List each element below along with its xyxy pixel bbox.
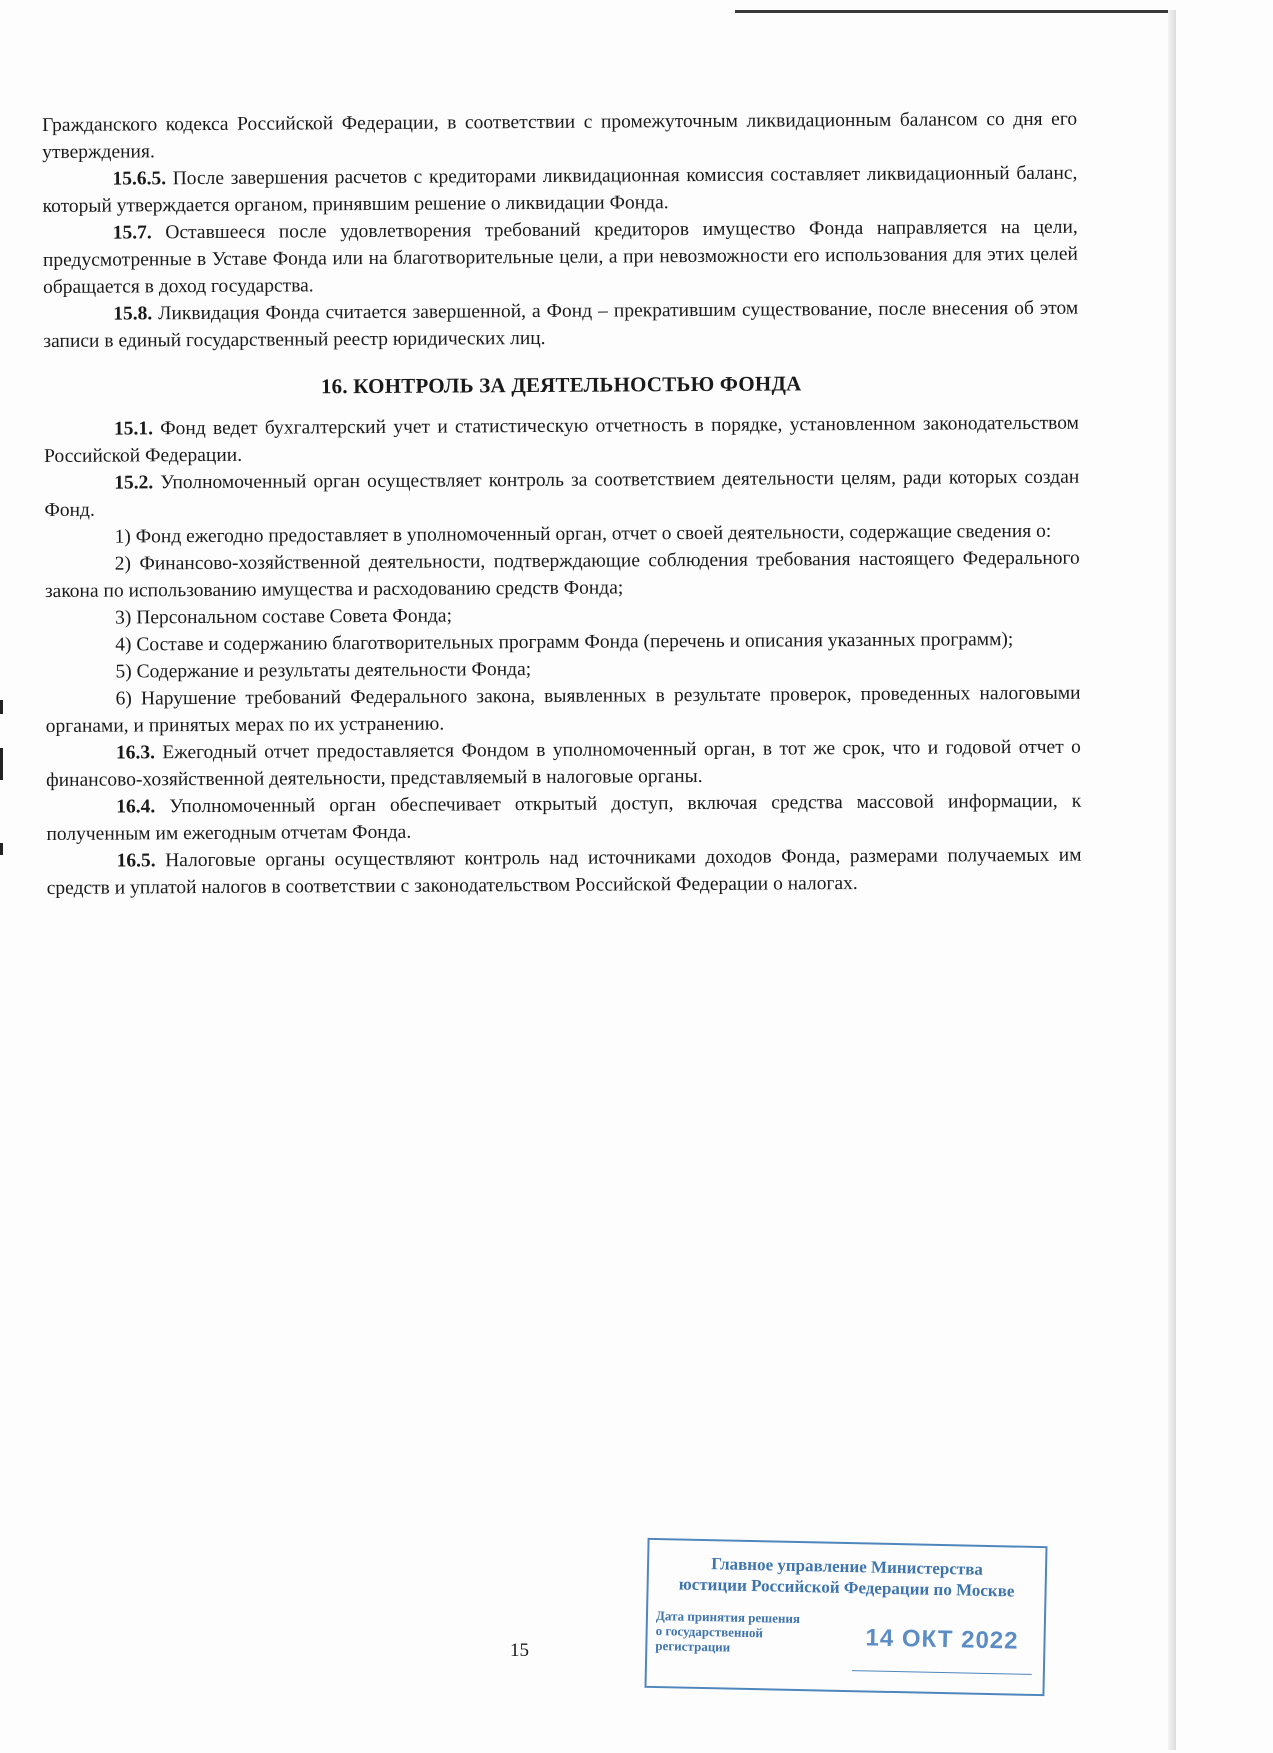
paragraph-text: 1) Фонд ежегодно предоставляет в уполномоченный орган, отчет о своей деятельности, содержащие сведения о: (114, 520, 1052, 548)
paragraph-15-8 (43, 295, 1078, 355)
stamp-title (648, 1552, 1045, 1602)
section-heading: 16. КОНТРОЛЬ ЗА ДЕЯТЕЛЬНОСТЬЮ ФОНДА (320, 371, 802, 399)
paragraph-text: 2) Финансово-хозяйственной деятельности, подтверждающие соблюдения требования настоящего Федерального закона по использованию имущества и расходованию средств Фонда; (44, 547, 1080, 602)
section-number: 15.6.5. (112, 168, 167, 190)
stamp-signature-line (852, 1670, 1032, 1675)
stamp-label-line: регистрации (655, 1638, 731, 1655)
paragraph (42, 106, 1077, 166)
paragraph-text: Ежегодный отчет предоставляется Фондом в уполномоченный орган, в тот же срок, что и годовой отчет о финансово-хозяйственной деятельности, представляемый в налоговые органы. (46, 736, 1081, 791)
section-number: 16.4. (116, 796, 156, 818)
scan-mark (0, 843, 3, 855)
paragraph-text: Уполномоченный орган осуществляет контроль за соответствием деятельности целям, ради которых создан Фонд. (44, 466, 1080, 521)
paragraph-text: После завершения расчетов с кредиторами ликвидационная комиссия составляет ликвидационный баланс, который утверждается органом, принявшим решение о ликвидации Фонда. (42, 162, 1078, 217)
paragraph-16-4 (46, 788, 1081, 848)
paragraph-text: 6) Нарушение требований Федерального закона, выявленных в результате проверок, проведенных налоговыми органами, и принятых мерах по их устранению. (45, 682, 1081, 737)
paragraph-text: Уполномоченный орган обеспечивает открытый доступ, включая средства массовой информации, к полученным им ежегодным отчетам Фонда. (46, 790, 1082, 845)
stamp-title-line: Главное управление Министерства (710, 1554, 984, 1579)
paragraph-text: Налоговые органы осуществляют контроль над источниками доходов Фонда, размерами получаемых им средств и уплатой налогов в соответствии с законодательством Российской Федерации о налогах. (46, 844, 1082, 899)
scan-edge-right (1168, 10, 1176, 1750)
stamp-date: 14 ОКТ 2022 (865, 1624, 1019, 1655)
paragraph-15-2 (44, 464, 1079, 524)
document-body (42, 106, 1082, 902)
paragraph-text: 5) Содержание и результаты деятельности Фонда; (115, 659, 532, 683)
scan-edge-top (735, 10, 1175, 13)
paragraph-text: Гражданского кодекса Российской Федерации, в соответствии с промежуточным ликвидационным балансом со дня его утверждения. (42, 108, 1078, 163)
scan-mark (0, 748, 3, 780)
page-number: 15 (510, 1640, 529, 1661)
paragraph-16-3 (46, 734, 1081, 794)
paragraph-text: 4) Составе и содержанию благотворительных программ Фонда (перечень и описания указанных программ); (115, 629, 1014, 656)
paragraph-text: 3) Персональном составе Совета Фонда; (115, 605, 453, 629)
paragraph-text: Ликвидация Фонда считается завершенной, а Фонд – прекратившим существование, после внесения об этом записи в единый государственный реестр юридических лиц. (43, 297, 1079, 352)
list-item-6 (46, 680, 1081, 740)
section-number: 16.5. (116, 850, 156, 872)
section-number: 15.8. (113, 303, 153, 325)
section-number: 16.3. (115, 742, 155, 764)
registration-stamp (644, 1538, 1047, 1696)
stamp-title-line: юстиции Российской Федерации по Москве (678, 1574, 1015, 1601)
paragraph-text: Оставшееся после удовлетворения требований кредиторов имущество Фонда направляется на цели, предусмотренные в Уставе Фонда или на благотворительные цели, а при невозможности его использования для этих целей обращается в доход государства. (42, 216, 1078, 298)
paragraph-15-1 (44, 410, 1079, 470)
paragraph-15-7 (43, 214, 1078, 301)
stamp-label-line: о государственной (655, 1623, 764, 1641)
list-item-2 (45, 545, 1080, 605)
scan-mark (0, 700, 3, 714)
stamp-label-line: Дата принятия решения (655, 1608, 801, 1627)
stamp-label (655, 1608, 846, 1657)
section-number: 15.1. (113, 418, 154, 440)
section-number: 15.7. (112, 222, 152, 244)
paragraph-text: Фонд ведет бухгалтерский учет и статистическую отчетность в порядке, установленном законодательством Российской Федерации. (44, 412, 1079, 467)
paragraph-15-6-5 (42, 160, 1077, 220)
paragraph-16-5 (46, 842, 1081, 902)
section-number: 15.2. (114, 472, 154, 494)
